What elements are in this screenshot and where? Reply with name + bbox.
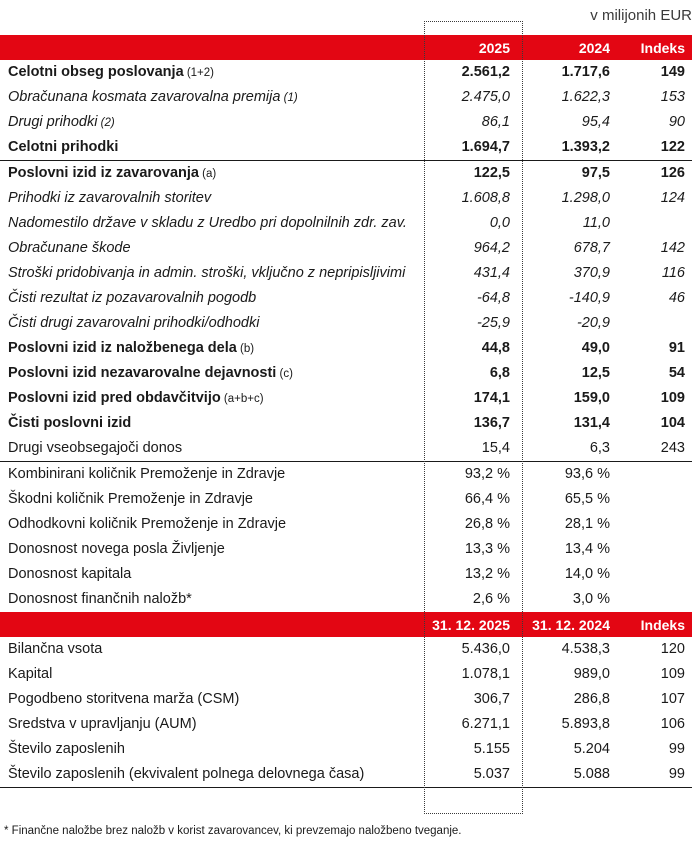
value-2025: 13,2 %: [464, 566, 510, 583]
table-row: [0, 110, 692, 135]
table2-header-2024: 31. 12. 2024: [532, 616, 610, 633]
table1-header-indeks: Indeks: [640, 39, 685, 56]
value-indeks: 99: [668, 766, 685, 783]
value-indeks: 116: [661, 265, 685, 282]
row-label: Bilančna vsota: [8, 641, 103, 658]
value-2025: 86,1: [481, 114, 510, 131]
value-2024: -140,9: [568, 290, 610, 307]
table-row: [0, 211, 692, 236]
table-row: [0, 436, 692, 462]
value-2024: 159,0: [573, 390, 610, 407]
row-label: Čisti rezultat iz pozavarovalnih pogodb: [8, 290, 257, 307]
value-2025: 1.608,8: [461, 190, 510, 207]
value-indeks: 120: [660, 641, 685, 658]
value-indeks: 54: [668, 365, 685, 382]
value-indeks: 46: [668, 290, 685, 307]
table-row: [0, 161, 692, 186]
value-indeks: 109: [660, 390, 685, 407]
value-2025: 6,8: [489, 365, 510, 382]
table2-header-2025: 31. 12. 2025: [432, 616, 510, 633]
value-indeks: 124: [660, 190, 685, 207]
value-2025: 1.694,7: [461, 139, 510, 156]
value-2025: 15,4: [481, 440, 510, 457]
value-2025: 431,4: [473, 265, 510, 282]
value-2024: 28,1 %: [564, 516, 610, 533]
table2-body: [0, 637, 692, 788]
value-2024: 5.204: [573, 741, 610, 758]
row-label: Drugi vseobsegajoči donos: [8, 440, 183, 457]
value-2024: 13,4 %: [564, 541, 610, 558]
value-2025: 6.271,1: [461, 716, 510, 733]
value-2024: 6,3: [589, 440, 610, 457]
value-indeks: 109: [660, 666, 685, 683]
value-2025: 0,0: [489, 215, 510, 232]
table-row: [0, 587, 692, 612]
table-row: [0, 311, 692, 336]
value-2024: 49,0: [581, 340, 610, 357]
row-label: Donosnost finančnih naložb*: [8, 591, 192, 608]
value-2024: 93,6 %: [564, 466, 610, 483]
table1-header-2024: 2024: [578, 39, 610, 56]
row-label: Kombinirani količnik Premoženje in Zdravje: [8, 466, 286, 483]
table-row: [0, 562, 692, 587]
table-row: [0, 186, 692, 211]
value-2024: 1.717,6: [561, 64, 610, 81]
value-indeks: 104: [660, 415, 685, 432]
table-row: [0, 60, 692, 85]
row-label: Drugi prihodki (2): [8, 114, 115, 131]
row-label: Celotni prihodki: [8, 139, 119, 156]
row-label: Število zaposlenih: [8, 741, 125, 758]
table-row: [0, 737, 692, 762]
value-2024: 1.298,0: [561, 190, 610, 207]
value-2025: 306,7: [473, 691, 510, 708]
value-2025: 66,4 %: [464, 491, 510, 508]
row-label: Čisti poslovni izid: [8, 415, 132, 432]
row-label-suffix: (1): [280, 92, 298, 105]
value-2024: 3,0 %: [572, 591, 610, 608]
row-label-suffix: (a): [198, 168, 217, 181]
table1-body: [0, 60, 692, 612]
row-label: Kapital: [8, 666, 53, 683]
row-label-suffix: (b): [236, 343, 255, 356]
value-2025: 2,6 %: [472, 591, 510, 608]
table2-header-row: [0, 612, 692, 637]
value-indeks: 243: [660, 440, 685, 457]
row-label: Pogodbeno storitvena marža (CSM): [8, 691, 240, 708]
row-label: Čisti drugi zavarovalni prihodki/odhodki: [8, 315, 260, 332]
row-label: Poslovni izid iz zavarovanja (a): [8, 165, 217, 182]
table-row: [0, 336, 692, 361]
value-2025: 2.561,2: [461, 64, 510, 81]
value-2025: 44,8: [481, 340, 510, 357]
value-2024: 11,0: [582, 215, 610, 232]
table-row: [0, 662, 692, 687]
value-2025: 1.078,1: [461, 666, 510, 683]
value-2025: 26,8 %: [464, 516, 510, 533]
row-label: Stroški pridobivanja in admin. stroški, vključno z nepripisljivimi: [8, 265, 406, 282]
value-indeks: 107: [660, 691, 685, 708]
value-2024: 14,0 %: [564, 566, 610, 583]
value-2024: 370,9: [573, 265, 610, 282]
row-label: Sredstva v upravljanju (AUM): [8, 716, 197, 733]
value-2025: 5.037: [473, 766, 510, 783]
value-indeks: 90: [668, 114, 685, 131]
value-2025: 13,3 %: [464, 541, 510, 558]
value-2025: 174,1: [473, 390, 510, 407]
table-row: [0, 637, 692, 662]
table2-header-indeks: Indeks: [640, 616, 685, 633]
table-row: [0, 687, 692, 712]
value-indeks: 153: [660, 89, 685, 106]
table-row: [0, 537, 692, 562]
value-2024: 97,5: [581, 165, 610, 182]
value-2024: 131,4: [573, 415, 610, 432]
row-label: Donosnost kapitala: [8, 566, 132, 583]
table-row: [0, 261, 692, 286]
row-label: Nadomestilo države v skladu z Uredbo pri dopolnilnih zdr. zav.: [8, 215, 407, 232]
value-2025: -64,8: [476, 290, 510, 307]
value-2025: 122,5: [473, 165, 510, 182]
row-label: Celotni obseg poslovanja (1+2): [8, 64, 215, 81]
table-row: [0, 85, 692, 110]
table-row: [0, 286, 692, 311]
row-label: Donosnost novega posla Življenje: [8, 541, 225, 558]
table1-header-row: [0, 35, 692, 60]
row-label: Poslovni izid pred obdavčitvijo (a+b+c): [8, 390, 264, 407]
value-2024: 5.088: [573, 766, 610, 783]
value-indeks: 99: [668, 741, 685, 758]
value-2025: 93,2 %: [464, 466, 510, 483]
table-row: [0, 361, 692, 386]
table-row: [0, 386, 692, 411]
unit-label: v milijonih EUR: [590, 7, 692, 24]
value-indeks: 142: [660, 240, 685, 257]
value-indeks: 91: [668, 340, 685, 357]
table-row: [0, 236, 692, 261]
row-label-suffix: (a+b+c): [220, 393, 264, 406]
value-2025: 964,2: [473, 240, 510, 257]
value-2025: 136,7: [473, 415, 510, 432]
value-2024: 286,8: [573, 691, 610, 708]
value-indeks: 126: [660, 165, 685, 182]
value-2024: 1.393,2: [561, 139, 610, 156]
value-2025: -25,9: [476, 315, 510, 332]
value-indeks: 149: [660, 64, 685, 81]
table-row: [0, 512, 692, 537]
value-2024: -20,9: [576, 315, 610, 332]
value-2025: 5.155: [473, 741, 510, 758]
value-2024: 12,5: [581, 365, 610, 382]
row-label-suffix: (1+2): [183, 67, 215, 80]
table-row: [0, 712, 692, 737]
value-2024: 95,4: [581, 114, 610, 131]
row-label: Odhodkovni količnik Premoženje in Zdravje: [8, 516, 287, 533]
table1-header-2025: 2025: [478, 39, 510, 56]
row-label: Obračunana kosmata zavarovalna premija (1): [8, 89, 298, 106]
row-label: Število zaposlenih (ekvivalent polnega delovnega časa): [8, 766, 365, 783]
value-2024: 678,7: [573, 240, 610, 257]
value-2024: 65,5 %: [564, 491, 610, 508]
table-row: [0, 462, 692, 487]
table-row: [0, 135, 692, 161]
value-2024: 1.622,3: [561, 89, 610, 106]
value-2024: 989,0: [573, 666, 610, 683]
value-indeks: 122: [660, 139, 685, 156]
value-2024: 5.893,8: [561, 716, 610, 733]
table-row: [0, 762, 692, 788]
footnote: * Finančne naložbe brez naložb v korist zavarovancev, ki prevzemajo naložbeno tveganje.: [4, 825, 462, 837]
row-label: Prihodki iz zavarovalnih storitev: [8, 190, 212, 207]
value-2024: 4.538,3: [561, 641, 610, 658]
row-label: Obračunane škode: [8, 240, 131, 257]
row-label-suffix: (c): [276, 368, 293, 381]
value-2025: 5.436,0: [461, 641, 510, 658]
row-label: Škodni količnik Premoženje in Zdravje: [8, 491, 253, 508]
table-row: [0, 411, 692, 436]
key-figures-table: [0, 35, 692, 788]
row-label-suffix: (2): [97, 117, 115, 130]
row-label: Poslovni izid nezavarovalne dejavnosti (c): [8, 365, 293, 382]
value-2025: 2.475,0: [461, 89, 510, 106]
row-label: Poslovni izid iz naložbenega dela (b): [8, 340, 255, 357]
value-indeks: 106: [660, 716, 685, 733]
table-row: [0, 487, 692, 512]
